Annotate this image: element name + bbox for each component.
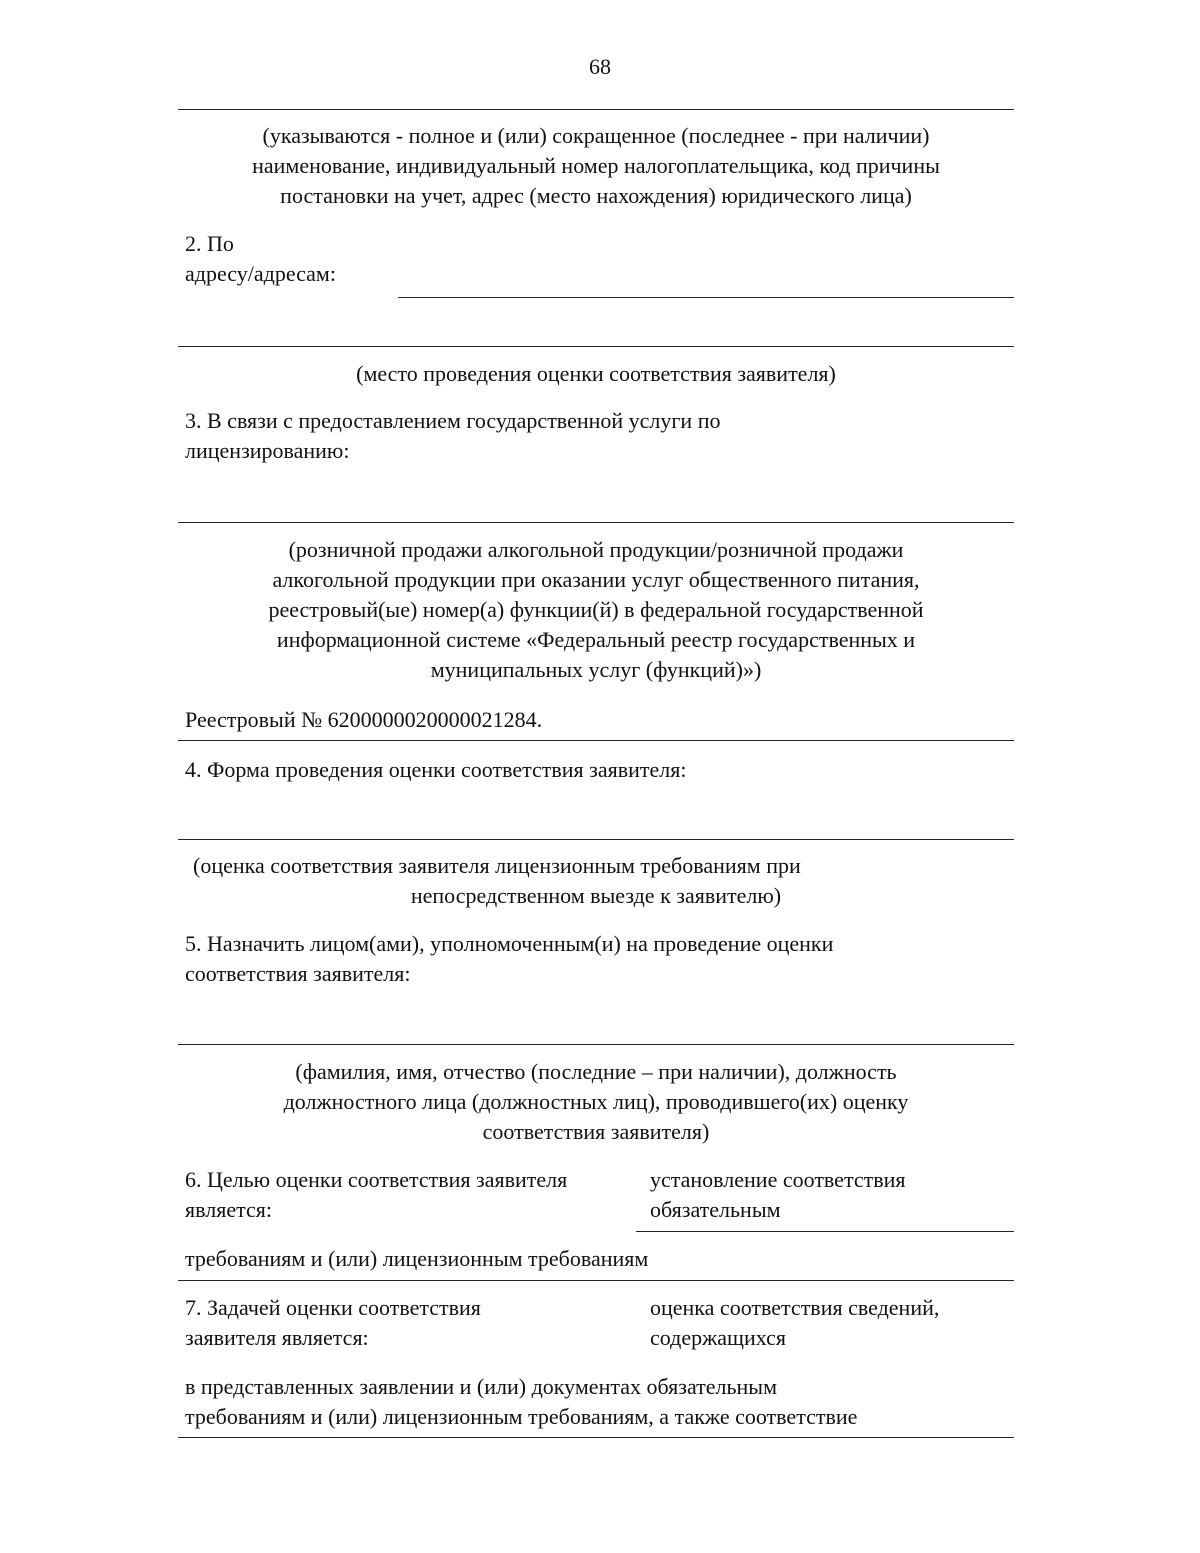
section-6-left-line-1: 6. Целью оценки соответствия заявителя [185,1167,568,1192]
form-fill-line [178,839,1014,840]
persons-caption-line-2: должностного лица (должностных лиц), проводившего(их) оценку [283,1089,909,1114]
form-caption-line-2: непосредственном выезде к заявителю) [410,883,782,908]
page-number: 68 [589,54,611,79]
address-fill-line-1 [398,297,1014,298]
registry-number: Реестровый № 6200000020000021284. [185,707,543,732]
legal-entity-caption-line-2: наименование, индивидуальный номер налогоплательщика, код причины [252,153,940,178]
service-caption-line-3: реестровый(ые) номер(а) функции(й) в федеральной государственной [268,597,924,622]
service-caption-line-5: муниципальных услуг (функций)») [430,657,762,682]
form-caption-line-1: (оценка соответствия заявителя лицензионным требованиям при [193,853,801,878]
legal-entity-fill-line [178,109,1014,110]
address-caption: (место проведения оценки соответствия заявителя) [356,361,836,386]
goal-right-underline [636,1231,1014,1232]
section-7-right-line-2: содержащихся [650,1325,787,1350]
service-caption-line-1: (розничной продажи алкогольной продукции/розничной продажи [288,537,904,562]
persons-fill-line [178,1044,1014,1045]
persons-caption-line-1: (фамилия, имя, отчество (последние – при наличии), должность [295,1059,897,1084]
service-caption-line-2: алкогольной продукции при оказании услуг общественного питания, [272,567,920,592]
section-6-continuation: требованиям и (или) лицензионным требованиям [185,1246,649,1271]
section-7-continuation-line-1: в представленных заявлении и (или) документах обязательным [185,1374,778,1399]
task-underline [178,1437,1014,1438]
section-4-label: 4. Форма проведения оценки соответствия заявителя: [185,757,687,782]
address-fill-line-2 [178,346,1014,347]
service-caption-line-4: информационной системе «Федеральный реестр государственных и [276,627,916,652]
section-7-left-line-1: 7. Задачей оценки соответствия [185,1295,481,1320]
legal-entity-caption-line-3: постановки на учет, адрес (место нахождения) юридического лица) [280,183,912,208]
goal-underline [178,1280,1014,1281]
registry-underline [178,740,1014,741]
section-2-label-line-2: адресу/адресам: [185,261,336,286]
section-3-line-1: 3. В связи с предоставлением государственной услуги по [185,408,721,433]
section-6-right-line-1: установление соответствия [650,1167,906,1192]
section-6-right-line-2: обязательным [650,1197,781,1222]
section-6-left-line-2: является: [185,1197,272,1222]
section-7-left-line-2: заявителя является: [185,1325,369,1350]
section-3-line-2: лицензированию: [185,438,350,463]
section-5-line-1: 5. Назначить лицом(ами), уполномоченным(и) на проведение оценки [185,931,834,956]
section-7-right-line-1: оценка соответствия сведений, [650,1295,940,1320]
legal-entity-caption-line-1: (указываются - полное и (или) сокращенное (последнее - при наличии) [262,123,930,148]
section-7-continuation-line-2: требованиям и (или) лицензионным требованиям, а также соответствие [185,1404,858,1429]
service-fill-line [178,522,1014,523]
persons-caption-line-3: соответствия заявителя) [482,1119,710,1144]
section-2-label-line-1: 2. По [185,231,234,256]
section-5-line-2: соответствия заявителя: [185,961,411,986]
